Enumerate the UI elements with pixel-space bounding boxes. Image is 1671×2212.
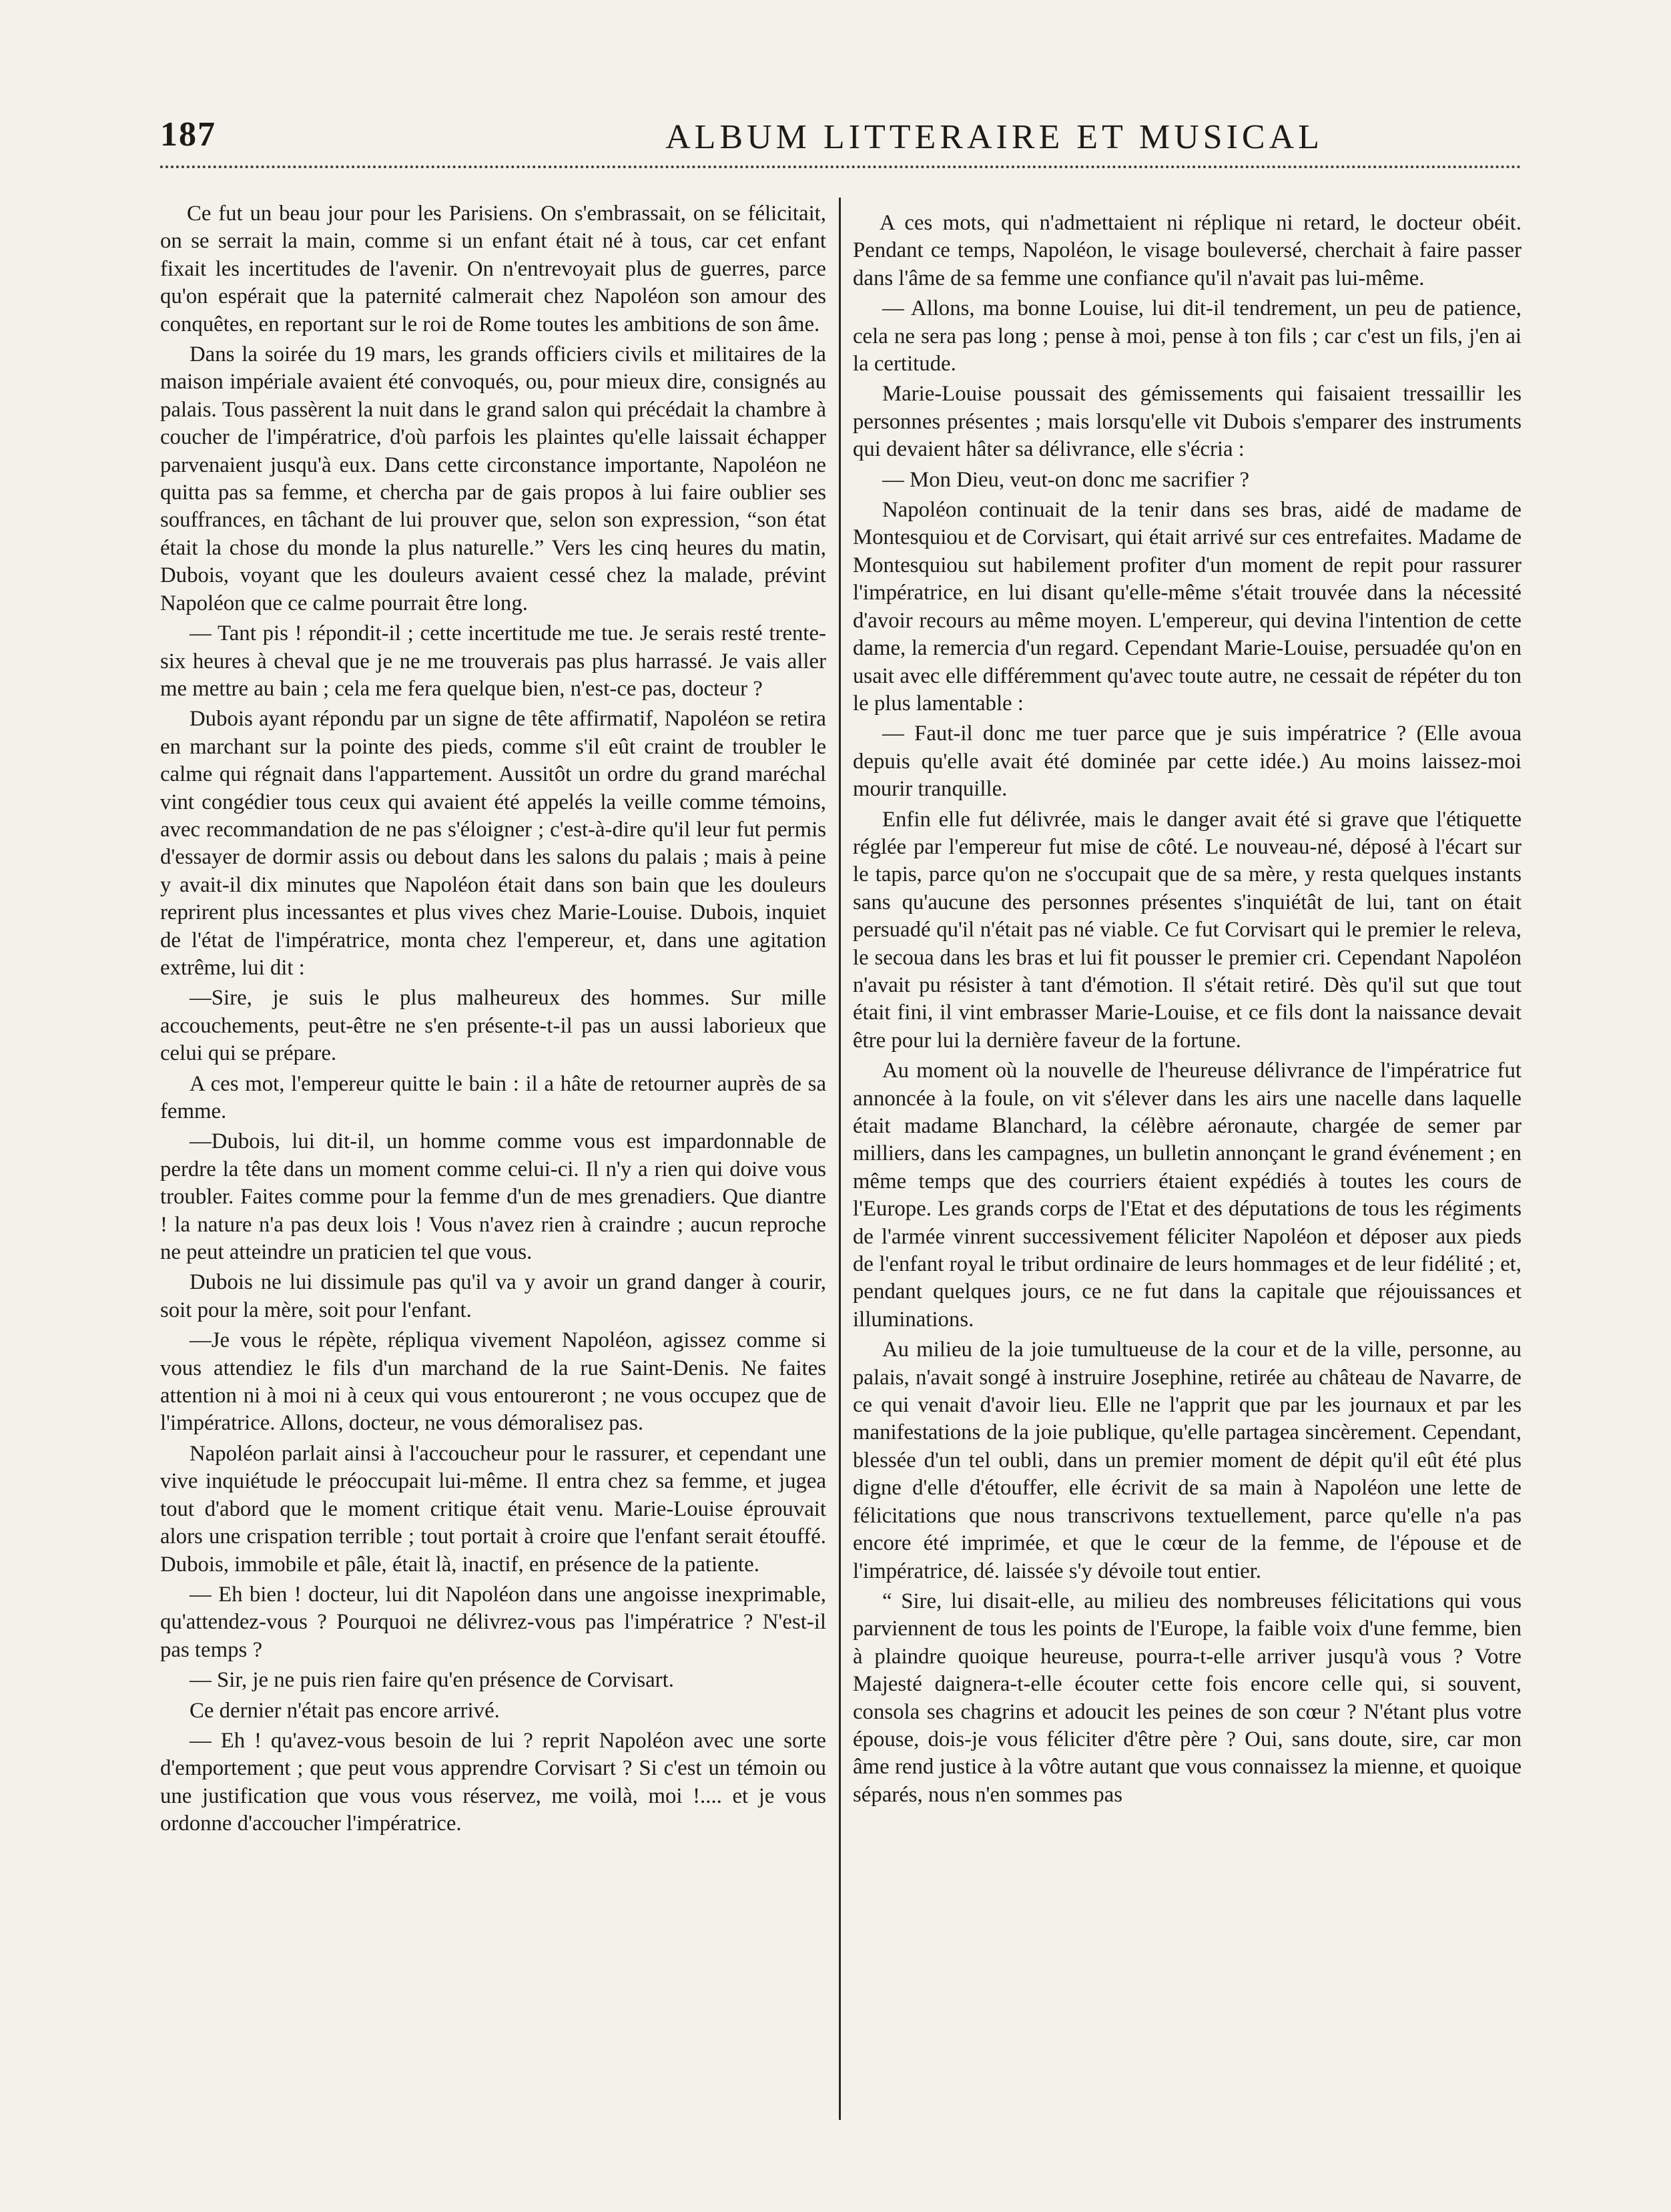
paragraph: —Dubois, lui dit-il, un homme comme vous est impardonnable de perdre la tête dans un moment comme celui-ci. Il n'y a rien qui doive vous troubler. Faites comme pour la femme d'un de mes grenadiers. Que diantre ! la nature n'a pas deux lois ! Vous n'avez rien à craindre ; aucun reproche ne peut atteindre un praticien tel que vous.	[160, 1129, 826, 1265]
paragraph: —Je vous le répète, répliqua vivement Napoléon, agissez comme si vous attendiez le fils d'un marchand de la rue Saint-Denis. Ne faites attention ni à moi ni à ceux qui vous entoureront ; ne vous occupez que de l'impératrice. Allons, docteur, ne vous démoralisez pas.	[160, 1328, 826, 1436]
running-title: ALBUM LITTERAIRE ET MUSICAL	[665, 118, 1323, 156]
paragraph: Napoléon continuait de la tenir dans ses bras, aidé de madame de Montesquiou et de Corvisart, qui était arrivé sur ces entrefaites. Madame de Montesquiou sut habilement profiter d'un moment de repit pour rassurer l'impératrice, en lui disant qu'elle-même s'était trouvée dans la nécessité d'avoir recours au même moyen. L'empereur, qui devina l'intention de cette dame, la remercia d'un regard. Cependant Marie-Louise, persuadée qu'on en usait avec elle différemment qu'avec toute autre, ne cessait de répéter du ton le plus lamentable :	[853, 498, 1522, 716]
paragraph: — Eh bien ! docteur, lui dit Napoléon dans une angoisse inexprimable, qu'attendez-vous ? Pourquoi ne délivrez-vous pas l'impératrice ? N'est-il pas temps ?	[160, 1582, 826, 1662]
paragraph: — Eh ! qu'avez-vous besoin de lui ? reprit Napoléon avec une sorte d'emportement ; que peut vous apprendre Corvisart ? Si c'est un témoin ou une justification que vous vous réservez, me voilà, moi !.... et je vous ordonne d'accoucher l'impératrice.	[160, 1728, 826, 1836]
paragraph: Dubois ne lui dissimule pas qu'il va y avoir un grand danger à courir, soit pour la mère, soit pour l'enfant.	[160, 1270, 826, 1322]
paragraph: — Faut-il donc me tuer parce que je suis impératrice ? (Elle avoua depuis qu'elle avait été dominée par cette idée.) Au moins laissez-moi mourir tranquille.	[853, 722, 1522, 802]
paragraph: —Sire, je suis le plus malheureux des hommes. Sur mille accouchements, peut-être ne s'en présente-t-il pas un aussi laborieux que celui qui se prépare.	[160, 986, 826, 1066]
paragraph: Au moment où la nouvelle de l'heureuse délivrance de l'impératrice fut annoncée à la foule, on vit s'élever dans les airs une nacelle dans laquelle était madame Blanchard, la célèbre aéronaute, chargée de semer par milliers, dans les campagnes, un bulletin annonçant le grand événement ; en même temps que des courriers étaient expédiés à toutes les cours de l'Europe. Les grands corps de l'Etat et des députations de tous les régiments de l'armée vinrent successivement féliciter Napoléon et déposer aux pieds de l'enfant royal le tribut ordinaire de leurs hommages et de leur fidélité ; et, pendant quelques jours, ce ne fut dans la capitale que réjouissances et illuminations.	[853, 1059, 1522, 1332]
paragraph: “ Sire, lui disait-elle, au milieu des nombreuses félicitations qui vous parviennent de tous les points de l'Europe, la faible voix d'une femme, bien à plaindre quoique heureuse, pourra-t-elle arriver jusqu'à vous ? Votre Majesté daignera-t-elle écouter cette fois encore celle qui, si souvent, consola ses chagrins et adoucit les peines de son cœur ? N'étant plus votre épouse, dois-je vous féliciter d'être père ? Oui, sans doute, sire, car mon âme rend justice à la vôtre autant que vous connaissez la mienne, et quoique séparés, nous n'en sommes pas	[853, 1589, 1522, 1807]
paragraph: — Sir, je ne puis rien faire qu'en présence de Corvisart.	[190, 1668, 674, 1693]
paragraph: Au milieu de la joie tumultueuse de la cour et de la ville, personne, au palais, n'avait songé à instruire Josephine, retirée au château de Navarre, de ce qui venait d'avoir lieu. Elle ne l'apprit que par les journaux et par les manifestations de la joie publique, qu'elle partagea sincèrement. Cependant, blessée d'un tel oubli, dans un premier moment de dépit qu'il eût été plus digne d'elle d'étouffer, elle écrivit de sa main à Napoléon une lette de félicitations que nous transcrivons textuellement, parce qu'elle n'a pas encore été imprimée, et que le cœur de la femme, de l'épouse et de l'impératrice, dé. laissée s'y dévoile tout entier.	[853, 1338, 1522, 1583]
paragraph: — Tant pis ! répondit-il ; cette incertitude me tue. Je serais resté trente-six heures à cheval que je ne me trouverais pas plus harrassé. Je vais aller me mettre au bain ; cela me fera quelque bien, n'est-ce pas, docteur ?	[160, 621, 826, 701]
right-column	[853, 200, 1522, 2149]
header-rule	[160, 166, 1522, 168]
paragraph: Ce dernier n'était pas encore arrivé.	[190, 1698, 500, 1723]
paragraph: A ces mot, l'empereur quitte le bain : il a hâte de retourner auprès de sa femme.	[160, 1071, 826, 1123]
column-divider	[839, 198, 841, 2120]
paragraph: Dans la soirée du 19 mars, les grands officiers civils et militaires de la maison impériale avaient été convoqués, ou, pour mieux dire, consignés au palais. Tous passèrent la nuit dans le grand salon qui précédait la chambre à coucher de l'impératrice, d'où parfois les plaintes qu'elle laissait échapper parvenaient jusqu'à eux. Dans cette circonstance importante, Napoléon ne quitta pas sa femme, et chercha par de gais propos à lui faire oublier ses souffrances, en tâchant de lui prouver que, selon son expression, “son état était la chose du monde la plus naturelle.” Vers les cinq heures du matin, Dubois, voyant que les douleurs avaient cessé chez la malade, prévint Napoléon que ce calme pourrait être long.	[160, 342, 826, 615]
paragraph: Enfin elle fut délivrée, mais le danger avait été si grave que l'étiquette réglée par l'empereur fut mise de côté. Le nouveau-né, déposé à l'écart sur le tapis, parce qu'on ne s'occupait que de sa mère, y resta quelques instants sans qu'aucune des personnes présentes s'inquiétât de lui, tant on était persuadé qu'il n'était pas né viable. Ce fut Corvisart qui le premier le releva, le secoua dans les bras et lui fit pousser le premier cri. Cependant Napoléon n'avait pu résister à tant d'émotion. Il s'était retiré. Dès qu'il sut que tout était fini, il vint embrasser Marie-Louise, et ce fils dont la naissance devait être pour lui la dernière faveur de la fortune.	[853, 807, 1522, 1053]
page-number: 187	[160, 115, 216, 154]
paragraph: Dubois ayant répondu par un signe de tête affirmatif, Napoléon se retira en marchant sur la pointe des pieds, comme s'il eût craint de troubler le calme qui régnait dans l'appartement. Aussitôt un ordre du grand maréchal vint congédier tous ceux qui avaient été appelés la veille comme témoins, avec recommandation de ne pas s'éloigner ; c'est-à-dire qu'il leur fut permis d'essayer de dormir assis ou debout dans les salons du palais ; mais à peine y avait-il dix minutes que Napoléon était dans son bain que les douleurs reprirent plus incessantes et plus vives chez Marie-Louise. Dubois, inquiet de l'état de l'impératrice, monta chez l'empereur, et, dans une agitation extrême, lui dit :	[160, 707, 826, 980]
paragraph: Ce fut un beau jour pour les Parisiens. On s'embrassait, on se félicitait, on se serrait la main, comme si un enfant était né à tous, car cet enfant fixait les incertitudes de l'avenir. On n'entrevoyait plus de guerres, parce qu'on espérait que la paternité calmerait chez Napoléon son amour des conquêtes, en reportant sur le roi de Rome toutes les ambitions de son âme.	[160, 202, 826, 336]
paragraph: — Allons, ma bonne Louise, lui dit-il tendrement, un peu de patience, cela ne sera pas long ; pense à moi, pense à ton fils ; car c'est un fils, j'en ai la certitude.	[853, 296, 1522, 376]
page-header	[160, 115, 1522, 162]
paragraph: Napoléon parlait ainsi à l'accoucheur pour le rassurer, et cependant une vive inquiétude le préoccupait lui-même. Il entra chez sa femme, et jugea tout d'abord que le moment critique était venu. Marie-Louise éprouvait alors une crispation terrible ; tout portait à croire que l'enfant serait étouffé. Dubois, immobile et pâle, était là, inactif, en présence de la patiente.	[160, 1441, 826, 1577]
left-column	[160, 200, 826, 2149]
paragraph: Marie-Louise poussait des gémissements qui faisaient tressaillir les personnes présentes ; mais lorsqu'elle vit Dubois s'emparer des instruments qui devaient hâter sa délivrance, elle s'écria :	[853, 382, 1522, 462]
paragraph: A ces mots, qui n'admettaient ni réplique ni retard, le docteur obéit. Pendant ce temps, Napoléon, le visage bouleversé, cherchait à faire passer dans l'âme de sa femme une confiance qu'il n'avait pas lui-même.	[853, 211, 1522, 290]
paragraph: — Mon Dieu, veut-on donc me sacrifier ?	[882, 467, 1250, 492]
